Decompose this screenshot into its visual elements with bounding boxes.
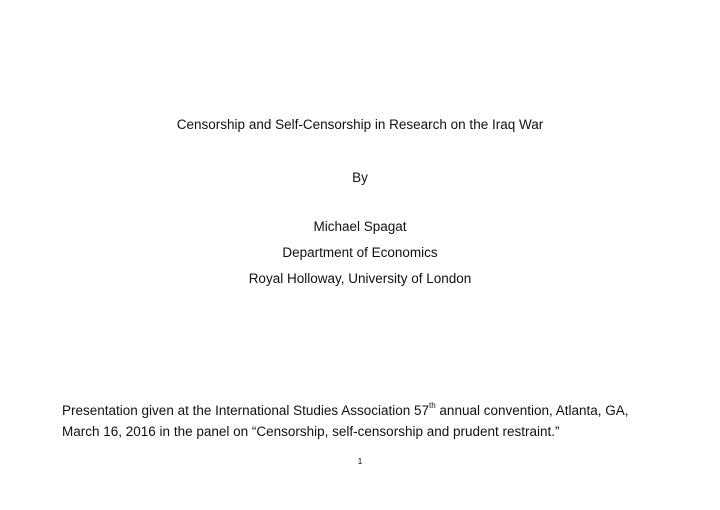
author-name: Michael Spagat (313, 219, 407, 234)
presentation-line-2: March 16, 2016 in the panel on “Censorship, self-censorship and prudent restraint.” (62, 424, 560, 439)
presentation-text-end: annual convention, Atlanta, GA, (435, 403, 629, 418)
presentation-text-start: Presentation given at the International Studies Association 57 (62, 403, 429, 418)
author-institution: Royal Holloway, University of London (248, 271, 472, 286)
ordinal-suffix: th (429, 401, 436, 410)
presentation-note (62, 400, 682, 442)
byline-label: By (352, 170, 368, 185)
presentation-line-1 (62, 400, 682, 421)
document-title: Censorship and Self-Censorship in Research on the Iraq War (176, 117, 544, 132)
page-number: 1 (357, 456, 363, 466)
author-department: Department of Economics (282, 245, 438, 260)
